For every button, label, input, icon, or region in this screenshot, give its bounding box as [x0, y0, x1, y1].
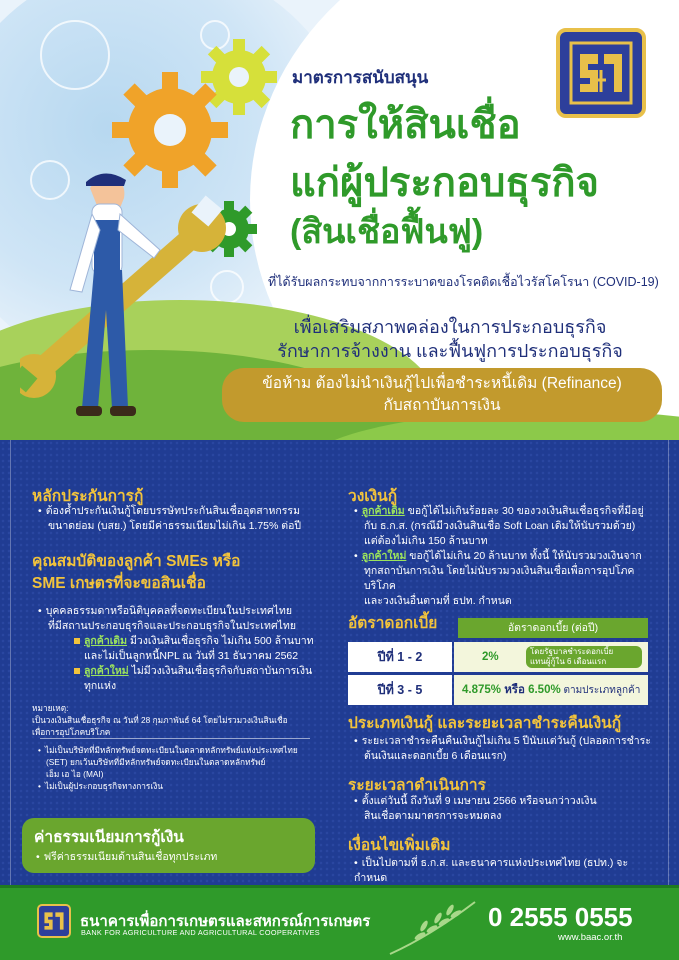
- loan-type-title: ประเภทเงินกู้ และระยะเวลาชำระคืนเงินกู้: [348, 715, 622, 732]
- note-bullet-1-line-3: เอ็ม เอ ไอ (MAI): [46, 769, 104, 779]
- bank-name-thai: ธนาคารเพื่อการเกษตรและสหกรณ์การเกษตร: [80, 913, 371, 930]
- purpose-line-2: รักษาการจ้างงาน และฟื้นฟูการประกอบธุรกิจ: [277, 341, 623, 361]
- existing-customer-line-2: และไม่เป็นลูกหนี้NPL ณ วันที่ 31 ธันวาคม 2562: [84, 650, 299, 662]
- government-subsidy-note: [526, 646, 642, 668]
- fee-box: [22, 818, 315, 873]
- note-line-2: เพื่อการอุปโภคบริโภค: [32, 727, 111, 737]
- qualifications-intro-line-2: ที่มีสถานประกอบธุรกิจและประกอบธุรกิจในประเทศไทย: [48, 620, 296, 632]
- interest-rate-a: 4.875%: [462, 684, 502, 696]
- collateral-text: • ต้องค้ำประกันเงินกู้โดยบรรษัทประกันสินเชื่ออุตสาหกรรม ขนาดย่อม (บสย.) โดยมีค่าธรรมเนียมไม่เกิน 1.75% ต่อปี: [38, 504, 328, 534]
- interest-title: อัตราดอกเบี้ย: [348, 615, 438, 632]
- interest-suffix: ตามประเภทลูกค้า: [560, 685, 641, 696]
- loan-type-line-1: ระยะเวลาชำระคืนคืนเงินกู้ไม่เกิน 5 ปีนับแต่วันกู้ (ปลอดการชำระ: [361, 735, 651, 747]
- collateral-line-1: ต้องค้ำประกันเงินกู้โดยบรรษัทประกันสินเชื่ออุตสาหกรรม: [45, 505, 300, 517]
- note-bullet-1-line-2: (SET) ยกเว้นบริษัทที่มีหลักทรัพย์จดทะเบียนในตลาดหลักทรัพย์: [46, 757, 266, 767]
- qualifications-title-line-2: SME เกษตรที่จะขอสินเชื่อ: [32, 575, 206, 592]
- collateral-title: หลักประกันการกู้: [32, 488, 144, 505]
- interest-row-years: ปีที่ 3 - 5: [348, 675, 452, 705]
- headline-line-3: (สินเชื่อฟื้นฟู): [290, 213, 484, 251]
- note-line-1: เป็นวงเงินสินเชื่อธุรกิจ ณ วันที่ 28 กุมภาพันธ์ 64 โดยไม่รวมวงเงินสินเชื่อ: [32, 715, 288, 725]
- footer-logo: [37, 904, 71, 938]
- fee-title: ค่าธรรมเนียมการกู้เงิน: [34, 829, 184, 846]
- interest-row: [348, 642, 648, 672]
- collateral-line-2: ขนาดย่อม (บสย.) โดยมีค่าธรรมเนียมไม่เกิน 1.75% ต่อปี: [48, 520, 302, 532]
- operation-period-line-1: ตั้งแต่วันนี้ ถึงวันที่ 9 เมษายน 2566 หรือจนกว่าวงเงิน: [361, 795, 597, 807]
- baac-emblem-icon: [39, 906, 69, 936]
- rice-stalk-icon: [380, 896, 480, 956]
- fee-text: • ฟรีค่าธรรมเนียมด้านสินเชื่อทุกประเภท: [36, 851, 218, 863]
- credit-existing-line-1: ขอกู้ได้ไม่เกินร้อยละ 30 ของวงเงินสินเชื่อธุรกิจที่มีอยู่: [404, 505, 644, 517]
- phone-number: 0 2555 0555: [488, 902, 633, 932]
- fee-line: ฟรีค่าธรรมเนียมด้านสินเชื่อทุกประเภท: [43, 851, 218, 863]
- headline-line-1: การให้สินเชื่อ: [290, 103, 521, 147]
- credit-limit-text: • ลูกค้าเดิม ขอกู้ได้ไม่เกินร้อยละ 30 ของวงเงินสินเชื่อธุรกิจที่มีอยู่ กับ ธ.ก.ส. (กรณีมีวงเงินสินเชื่อ Soft Loan เดิมให้นับรวมด้วย) แต่ต้องไม่เกิน 150 ล้านบาท • ลูกค้าใหม่ ขอกู้ได้ไม่เกิน 20 ล้านบาท ทั้งนี้ ให้นับรวมวงเงินจาก ทุกสถาบันการเงิน โดยไม่นับรวมวงเงินสินเชื่อเพื่อการอุปโภคบริโภค และวงเงินอื่นตามที่ ธปท. กำหนด: [354, 504, 659, 609]
- yellow-bullet-icon: [74, 638, 80, 644]
- divider: [40, 738, 310, 739]
- baac-logo: [556, 28, 646, 118]
- worker-with-wrench-illustration: [20, 140, 230, 440]
- interest-row-years: ปีที่ 1 - 2: [348, 642, 452, 672]
- subsidy-note-line-2: แทนผู้กู้ใน 6 เดือนแรก: [530, 657, 607, 666]
- operation-period-line-2: สินเชื่อตามมาตรการจะหมดลง: [364, 810, 502, 822]
- prohibition-banner: [222, 368, 662, 422]
- existing-customer-line-1: มีวงเงินสินเชื่อธุรกิจ ไม่เกิน 500 ล้านบาท: [127, 635, 314, 647]
- baac-emblem-icon: [568, 40, 634, 106]
- covid-affected-line: ที่ได้รับผลกระทบจากการระบาดของโรคติดเชื้อไวรัสโคโรนา (COVID-19): [268, 275, 659, 289]
- kicker-text: มาตรการสนับสนุน: [292, 68, 429, 87]
- operation-period-title: ระยะเวลาดำเนินการ: [348, 777, 486, 794]
- website: www.baac.or.th: [558, 932, 623, 943]
- other-conditions-line: เป็นไปตามที่ ธ.ก.ส. และธนาคารแห่งประเทศไทย (ธปท.) จะกำหนด: [354, 857, 629, 884]
- credit-existing-line-3: แต่ต้องไม่เกิน 150 ล้านบาท: [364, 535, 488, 547]
- new-customer-line-2: ทุกแห่ง: [84, 680, 117, 692]
- loan-type-line-2: ต้นเงินและดอกเบี้ย 6 เดือนแรก): [364, 750, 507, 762]
- interest-row: [348, 675, 648, 705]
- interest-table-header: อัตราดอกเบี้ย (ต่อปี): [458, 618, 648, 638]
- note-bullet-1-line-1: ไม่เป็นบริษัทที่มีหลักทรัพย์จดทะเบียนในตลาดหลักทรัพย์แห่งประเทศไทย: [44, 745, 298, 755]
- other-conditions-title: เงื่อนไขเพิ่มเติม: [348, 837, 451, 854]
- note-title: หมายเหตุ:: [32, 703, 69, 713]
- loan-type-text: • ระยะเวลาชำระคืนคืนเงินกู้ไม่เกิน 5 ปีนับแต่วันกู้ (ปลอดการชำระ ต้นเงินและดอกเบี้ย 6 เดือนแรก): [354, 734, 659, 764]
- interest-rate-b: 6.50%: [528, 684, 561, 696]
- footer: [0, 885, 679, 960]
- purpose-line-1: เพื่อเสริมสภาพคล่องในการประกอบธุรกิจ: [293, 317, 607, 337]
- interest-or: หรือ: [501, 684, 529, 696]
- credit-new-line-2: ทุกสถาบันการเงิน โดยไม่นับรวมวงเงินสินเชื่อเพื่อการอุปโภคบริโภค: [364, 565, 635, 592]
- existing-customer-label: ลูกค้าเดิม: [84, 635, 128, 647]
- details-section: [0, 440, 679, 885]
- hero-section: [0, 0, 679, 440]
- headline-line-2: แก่ผู้ประกอบธุรกิจ: [290, 161, 599, 205]
- yellow-bullet-icon: [74, 668, 80, 674]
- credit-existing-line-2: กับ ธ.ก.ส. (กรณีมีวงเงินสินเชื่อ Soft Loan เดิมให้นับรวมด้วย): [364, 520, 636, 532]
- prohibition-line-2: กับสถาบันการเงิน: [383, 397, 501, 414]
- interest-row-value: [454, 675, 648, 705]
- qualifications-note: [32, 702, 332, 738]
- qualifications-text: • บุคคลธรรมดาหรือนิติบุคคลที่จดทะเบียนในประเทศไทย ที่มีสถานประกอบธุรกิจและประกอบธุรกิจในประเทศไทย ลูกค้าเดิม มีวงเงินสินเชื่อธุรกิจ ไม่เกิน 500 ล้านบาท และไม่เป็นลูกหนี้NPL ณ วันที่ 31 ธันวาคม 2562 ลูกค้าใหม่ ไม่มีวงเงินสินเชื่อธุรกิจกับสถาบันการเงิน ทุกแห่ง: [38, 604, 338, 694]
- new-customer-label: ลูกค้าใหม่: [84, 665, 129, 677]
- interest-row-value: [454, 642, 648, 672]
- bank-name-english: BANK FOR AGRICULTURE AND AGRICULTURAL COOPERATIVES: [81, 928, 320, 937]
- operation-period-text: • ตั้งแต่วันนี้ ถึงวันที่ 9 เมษายน 2566 หรือจนกว่าวงเงิน สินเชื่อตามมาตรการจะหมดลง: [354, 794, 659, 824]
- virus-icon: [40, 20, 110, 90]
- other-conditions-text: • เป็นไปตามที่ ธ.ก.ส. และธนาคารแห่งประเทศไทย (ธปท.) จะกำหนด: [354, 857, 629, 884]
- credit-limit-title: วงเงินกู้: [348, 488, 398, 505]
- new-customer-line-1: ไม่มีวงเงินสินเชื่อธุรกิจกับสถาบันการเงิน: [128, 665, 313, 677]
- credit-new-line-1: ขอกู้ได้ไม่เกิน 20 ล้านบาท ทั้งนี้ ให้นับรวมวงเงินจาก: [406, 550, 642, 562]
- interest-rate: 2%: [482, 651, 499, 663]
- credit-new-line-3: และวงเงินอื่นตามที่ ธปท. กำหนด: [364, 595, 512, 607]
- note-bullet-2: ไม่เป็นผู้ประกอบธุรกิจทางการเงิน: [44, 781, 163, 791]
- qualifications-title-line-1: คุณสมบัติของลูกค้า SMEs หรือ: [32, 553, 241, 570]
- note-bullets: • ไม่เป็นบริษัทที่มีหลักทรัพย์จดทะเบียนในตลาดหลักทรัพย์แห่งประเทศไทย (SET) ยกเว้นบริษัทที่มีหลักทรัพย์จดทะเบียนในตลาดหลักทรัพย์ เอ็ม เอ ไอ (MAI) • ไม่เป็นผู้ประกอบธุรกิจทางการเงิน: [38, 744, 338, 792]
- credit-new-label: ลูกค้าใหม่: [361, 550, 407, 562]
- prohibition-line-1: ข้อห้าม ต้องไม่นำเงินกู้ไปเพื่อชำระหนี้เดิม (Refinance): [262, 375, 622, 392]
- credit-existing-label: ลูกค้าเดิม: [361, 505, 405, 517]
- subsidy-note-line-1: โดยรัฐบาลชำระดอกเบี้ย: [530, 647, 614, 656]
- qualifications-intro-line-1: บุคคลธรรมดาหรือนิติบุคคลที่จดทะเบียนในประเทศไทย: [45, 605, 292, 617]
